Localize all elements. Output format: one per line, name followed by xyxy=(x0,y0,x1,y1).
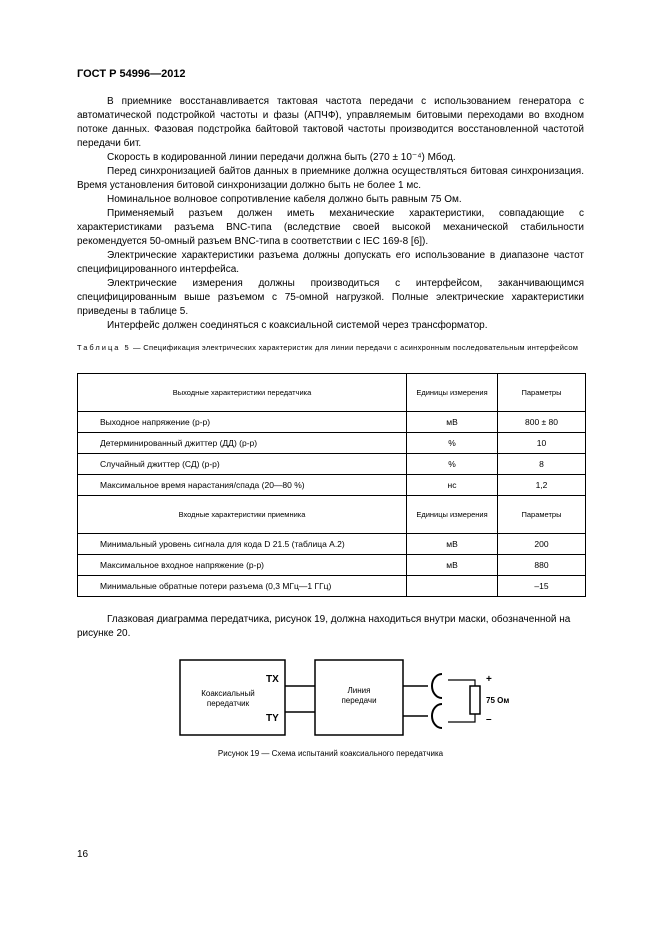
paragraph: Электрические характеристики разъема должны допускать его использование в диапазоне частот специфицированного интерфейса. xyxy=(77,250,584,275)
paragraph: Электрические измерения должны производиться с интерфейсом, заканчивающимся специфицированным выше разъемом с 75-омной нагрузкой. Полные электрические характеристики приведены в таблице 5. xyxy=(77,278,584,317)
table-caption-text: — Спецификация электрических характеристик для линии передачи с асинхронным последовательным интерфейсом xyxy=(130,343,579,352)
table-row xyxy=(78,433,586,454)
table-row xyxy=(78,534,586,555)
header-cell-name: Входные характеристики приемника xyxy=(78,496,407,534)
transmitter-label-line2: передатчик xyxy=(206,699,250,708)
cell-value: –15 xyxy=(498,576,586,597)
cell-unit: мВ xyxy=(407,534,498,555)
paragraph: Номинальное волновое сопротивление кабеля должно быть равным 75 Ом. xyxy=(107,194,462,205)
load-wire xyxy=(448,714,475,722)
page-number: 16 xyxy=(77,849,89,860)
cell-name: Минимальные обратные потери разъема (0,3 МГц—1 ГГц) xyxy=(78,576,407,597)
cell-value: 800 ± 80 xyxy=(498,412,586,433)
resistor-icon xyxy=(470,686,480,714)
paragraph: Скорость в кодированной линии передачи должна быть (270 ± 10⁻⁴) Мбод. xyxy=(107,152,456,163)
table-caption-label: Таблица 5 xyxy=(77,343,131,352)
table-row xyxy=(78,555,586,576)
cell-name: Максимальное время нарастания/спада (20—80 %) xyxy=(78,475,407,496)
test-circuit-diagram xyxy=(170,650,510,750)
body-text xyxy=(77,95,584,333)
cell-value: 1,2 xyxy=(498,475,586,496)
line-label-line1: Линия xyxy=(347,686,371,695)
connector-top-icon xyxy=(432,674,442,698)
paragraph: Перед синхронизацией байтов данных в приемнике должна осуществляться битовая синхронизация. Время установления битовой синхронизации должно быть не более 1 мс. xyxy=(77,166,584,191)
header-cell-params: Параметры xyxy=(498,374,586,412)
load-wire xyxy=(448,680,475,686)
cell-unit: мВ xyxy=(407,555,498,576)
connector-bottom-icon xyxy=(432,704,442,728)
cell-unit xyxy=(407,576,498,597)
paragraph: Применяемый разъем должен иметь механические характеристики, совпадающие с характеристиками разъема BNC-типа (вследствие своей высокой механической стабильности рекомендуется 50-омный разъем BNC-типа в соответствии с IEC 169-8 [6]). xyxy=(77,208,584,247)
cell-unit: нс xyxy=(407,475,498,496)
cell-unit: % xyxy=(407,433,498,454)
figure-caption: Рисунок 19 — Схема испытаний коаксиального передатчика xyxy=(217,749,444,758)
header-cell-units: Единицы измерения xyxy=(407,374,498,412)
cell-name: Выходное напряжение (р-р) xyxy=(78,412,407,433)
table-row xyxy=(78,576,586,597)
table-section-header xyxy=(78,374,586,412)
plus-label: + xyxy=(486,674,492,685)
header-cell-name: Выходные характеристики передатчика xyxy=(78,374,407,412)
line-label-line2: передачи xyxy=(341,696,377,705)
header-cell-params: Параметры xyxy=(498,496,586,534)
table-caption xyxy=(77,343,584,353)
minus-label: – xyxy=(486,714,492,725)
cell-unit: мВ xyxy=(407,412,498,433)
header-cell-units: Единицы измерения xyxy=(407,496,498,534)
paragraph: Глазковая диаграмма передатчика, рисунок 19, должна находиться внутри маски, обозначенной на рисунке 20. xyxy=(77,614,571,639)
table-row xyxy=(78,475,586,496)
table-section-header xyxy=(78,496,586,534)
cell-value: 10 xyxy=(498,433,586,454)
cell-name: Максимальное входное напряжение (р-р) xyxy=(78,555,407,576)
table-row xyxy=(78,412,586,433)
port-ty-label: TY xyxy=(266,713,279,724)
cell-unit: % xyxy=(407,454,498,475)
load-label: 75 Ом xyxy=(486,696,510,705)
after-table-text xyxy=(77,613,584,641)
cell-name: Детерминированный джиттер (ДД) (р-р) xyxy=(78,433,407,454)
cell-name: Случайный джиттер (СД) (р-р) xyxy=(78,454,407,475)
transmitter-label-line1: Коаксиальный xyxy=(201,689,255,698)
document-header: ГОСТ Р 54996—2012 xyxy=(77,68,186,80)
cell-name: Минимальный уровень сигнала для кода D 21.5 (таблица А.2) xyxy=(78,534,407,555)
cell-value: 200 xyxy=(498,534,586,555)
paragraph: Интерфейс должен соединяться с коаксиальной системой через трансформатор. xyxy=(107,320,488,331)
cell-value: 8 xyxy=(498,454,586,475)
cell-value: 880 xyxy=(498,555,586,576)
spec-table xyxy=(77,373,586,597)
table-row xyxy=(78,454,586,475)
port-tx-label: TX xyxy=(266,674,279,685)
paragraph: В приемнике восстанавливается тактовая частота передачи с использованием генератора с автоматической подстройкой частоты и фазы (АПЧФ), управляемым битовыми переходами во входном потоке данных. Фазовая подстройка байтовой тактовой частоты производится восстановленной частотой передачи бит. xyxy=(77,96,584,149)
